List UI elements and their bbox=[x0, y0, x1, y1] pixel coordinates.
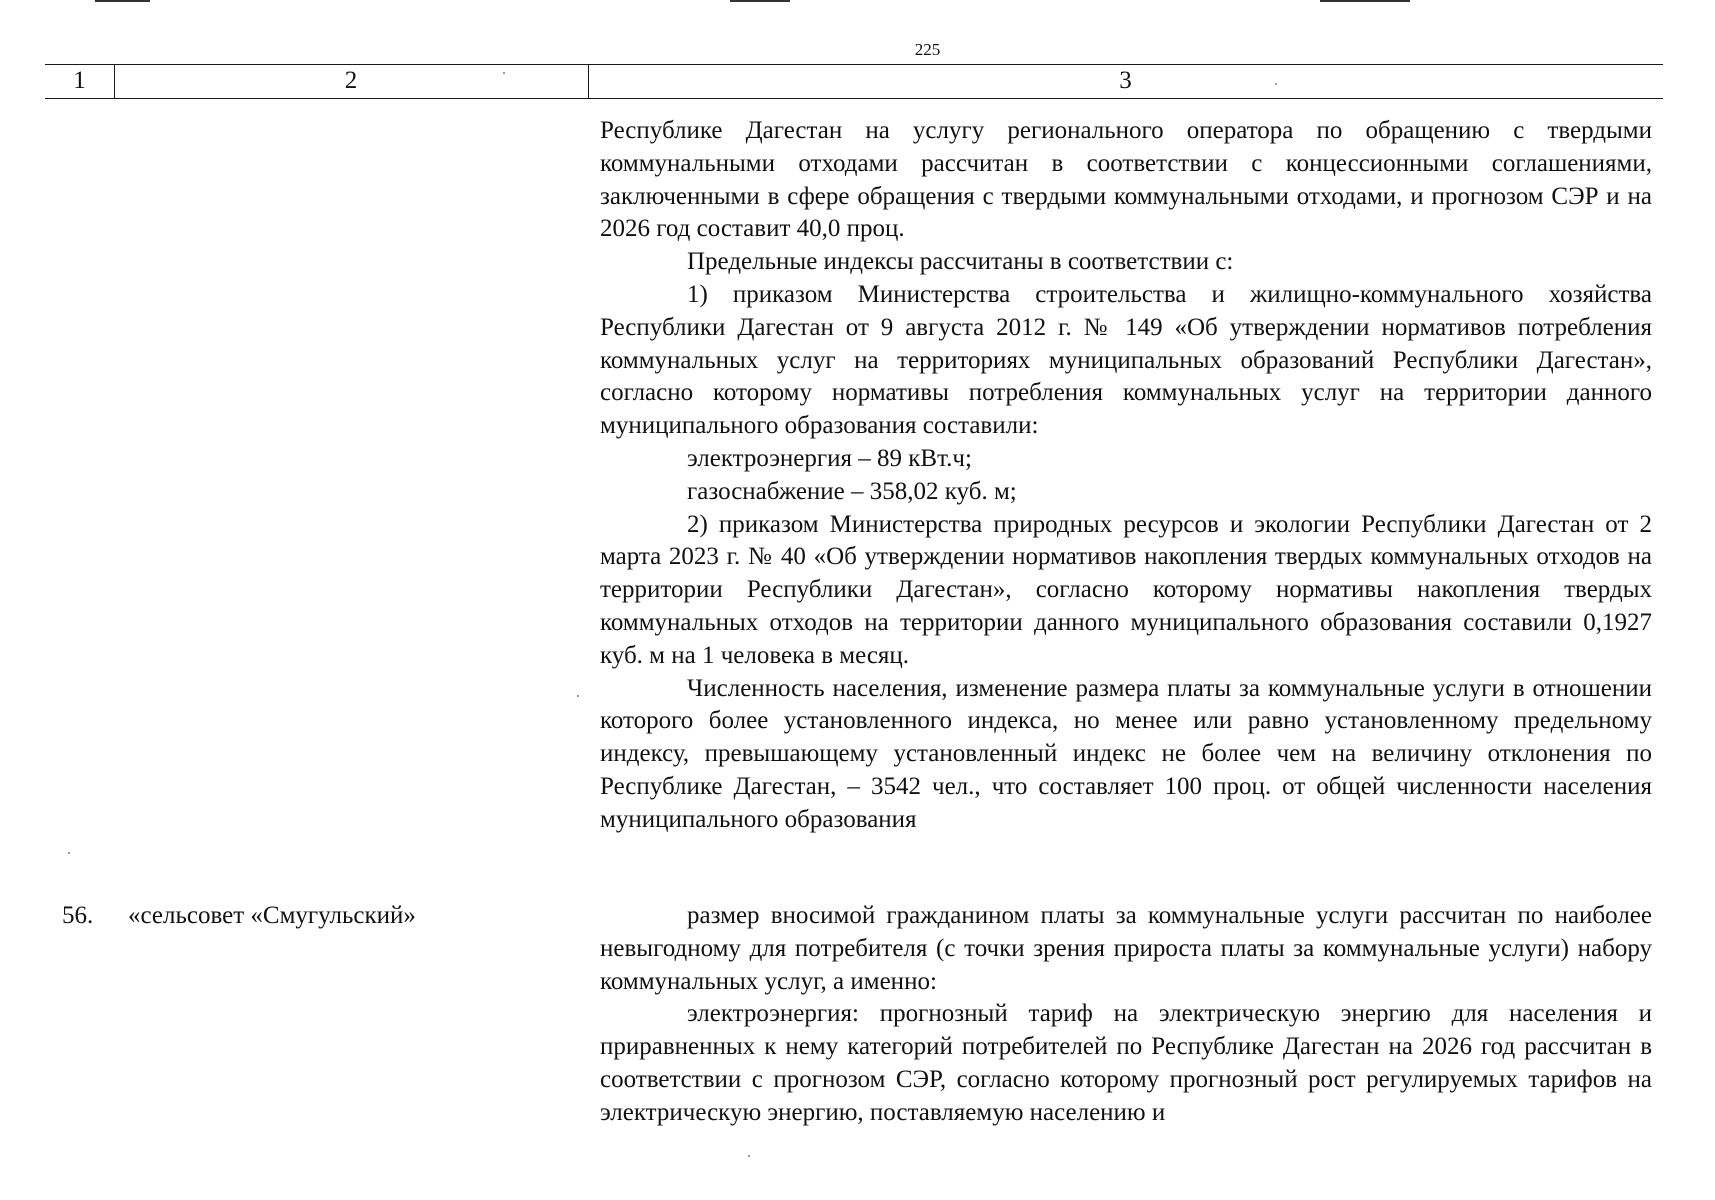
paragraph: Численность населения, изменение размера платы за коммунальные услуги в отношении которого более установленного индекса, но менее или равно установленному предельному индексу, превышающему установленный индекс не более чем на величину отклонения по Республике Дагестан, – 3542 чел., что составляет 100 проц. от общей численности населения муниципального образования bbox=[600, 674, 1652, 833]
scan-speck bbox=[577, 695, 579, 697]
scan-speck bbox=[503, 72, 505, 74]
column-header-3: 3 bbox=[1119, 67, 1132, 94]
paragraph: 2) приказом Министерства природных ресурсов и экологии Республики Дагестан от 2 марта 2023 г. № 40 «Об утверждении нормативов накопления твердых коммунальных отходов на территории Республики Дагестан», согласно которому нормативы накопления твердых коммунальных отходов на территории данного муниципального образования составили 0,1927 куб. м на 1 человека в месяц. bbox=[600, 510, 1652, 669]
scan-artifact bbox=[1320, 0, 1410, 2]
paragraph: электроэнергия – 89 кВт.ч; bbox=[687, 444, 972, 472]
municipality-name: «сельсовет «Смугульский» bbox=[128, 902, 416, 929]
paragraph: Предельные индексы рассчитаны в соответствии с: bbox=[687, 248, 1234, 276]
scan-speck bbox=[1275, 83, 1277, 85]
column-header-2: 2 bbox=[344, 67, 358, 94]
paragraph: электроэнергия: прогнозный тариф на электрическую энергию для населения и приравненных к нему категорий потребителей по Республике Дагестан на 2026 год рассчитан в соответствии с прогнозом СЭР, согласно которому прогнозный рост регулируемых тарифов на электрическую энергию, поставляемую населению и bbox=[600, 1000, 1652, 1126]
scan-speck bbox=[748, 1155, 750, 1157]
previous-row-text bbox=[600, 115, 1652, 837]
paragraph: размер вносимой гражданином платы за коммунальные услуги рассчитан по наиболее невыгодному для потребителя (с точки зрения прироста платы за коммунальные услуги) набору коммунальных услуг, а именно: bbox=[600, 902, 1652, 995]
paragraph: Республике Дагестан на услугу регионального оператора по обращению с твердыми коммунальными отходами рассчитан в соответствии с концессионными соглашениями, заключенными в сфере обращения с твердыми коммунальными отходами, и прогнозом СЭР и на 2026 год составит 40,0 проц. bbox=[600, 117, 1652, 243]
scan-artifact bbox=[730, 0, 790, 2]
paragraph: 1) приказом Министерства строительства и жилищно-коммунального хозяйства Республики Дагестан от 9 августа 2012 г. № 149 «Об утверждении нормативов потребления коммунальных услуг на территориях муниципальных образований Республики Дагестан», согласно которому нормативы потребления коммунальных услуг на территории данного муниципального образования составили: bbox=[600, 280, 1652, 440]
scan-speck bbox=[68, 852, 70, 854]
paragraph: газоснабжение – 358,02 куб. м; bbox=[687, 477, 1017, 505]
table-header-bottom-rule bbox=[45, 98, 1663, 99]
page-number: 225 bbox=[914, 40, 941, 59]
scan-artifact bbox=[95, 0, 150, 2]
row-number: 56. bbox=[62, 902, 94, 929]
row-56-text bbox=[600, 900, 1652, 1130]
column-header-1: 1 bbox=[73, 67, 86, 94]
